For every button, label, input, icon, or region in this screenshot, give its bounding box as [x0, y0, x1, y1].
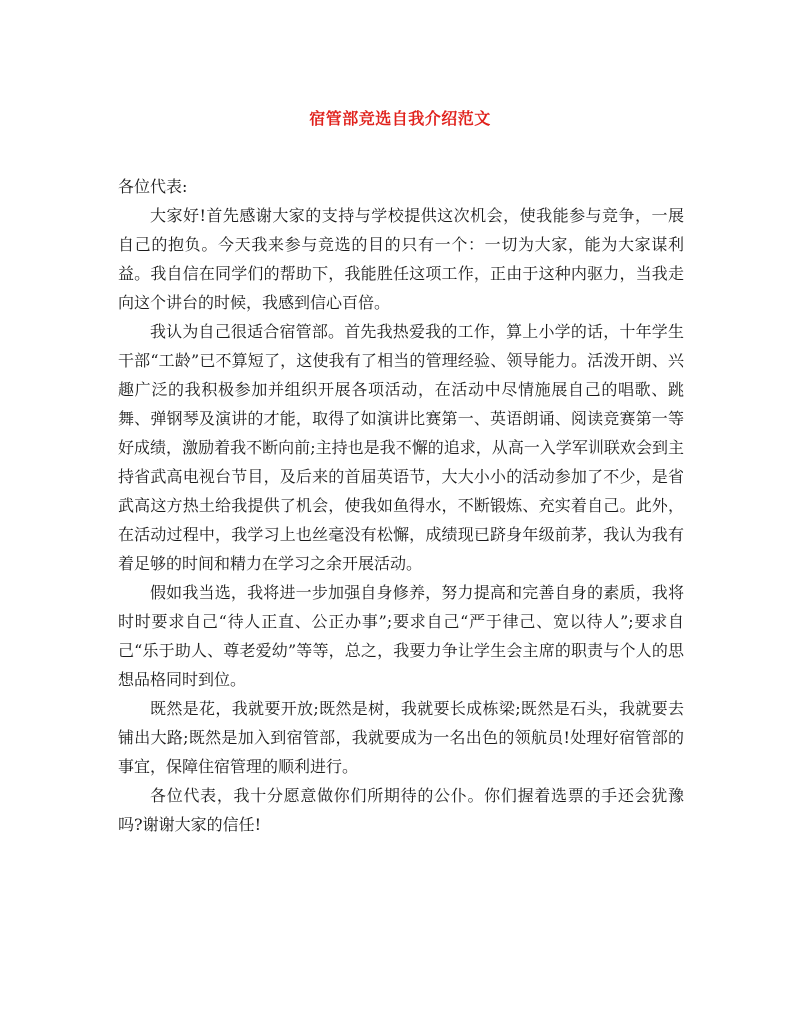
paragraph-commitment: 假如我当选，我将进一步加强自身修养，努力提高和完善自身的素质，我将时时要求自己“待人正直、公正办事”;要求自己“严于律己、宽以待人”;要求自己“乐于助人、尊老爱幼”等等，总之，我要力争让学生会主席的职责与个人的思想品格同时到位。 — [118, 583, 684, 689]
document-body — [118, 172, 684, 839]
salutation: 各位代表: — [118, 177, 188, 196]
paragraph-aspiration: 既然是花，我就要开放;既然是树，我就要长成栋梁;既然是石头，我就要去铺出大路;既然是加入到宿管部，我就要成为一名出色的领航员!处理好宿管部的事宜，保障住宿管理的顺利进行。 — [118, 699, 684, 776]
paragraph-qualifications: 我认为自己很适合宿管部。首先我热爱我的工作，算上小学的话，十年学生干部“工龄”已不算短了，这使我有了相当的管理经验、领导能力。活泼开朗、兴趣广泛的我积极参加并组织开展各项活动，在活动中尽情施展自己的唱歌、跳舞、弹钢琴及演讲的才能，取得了如演讲比赛第一、英语朗诵、阅读竞赛第一等好成绩，激励着我不断向前;主持也是我不懈的追求，从高一入学军训联欢会到主持省武高电视台节目，及后来的首届英语节，大大小小的活动参加了不少，是省武高这方热土给我提供了机会，使我如鱼得水，不断锻炼、充实着自己。此外，在活动过程中，我学习上也丝毫没有松懈，成绩现已跻身年级前茅，我认为我有着足够的时间和精力在学习之余开展活动。 — [118, 322, 684, 573]
paragraph-greeting: 大家好!首先感谢大家的支持与学校提供这次机会，使我能参与竞争，一展自己的抱负。今天我来参与竞选的目的只有一个：一切为大家，能为大家谋利益。我自信在同学们的帮助下，我能胜任这项工作，正由于这种内驱力，当我走向这个讲台的时候，我感到信心百倍。 — [118, 206, 684, 312]
document-title: 宿管部竞选自我介绍范文 — [309, 109, 491, 128]
paragraph-closing: 各位代表，我十分愿意做你们所期待的公仆。你们握着选票的手还会犹豫吗?谢谢大家的信任! — [118, 786, 684, 834]
